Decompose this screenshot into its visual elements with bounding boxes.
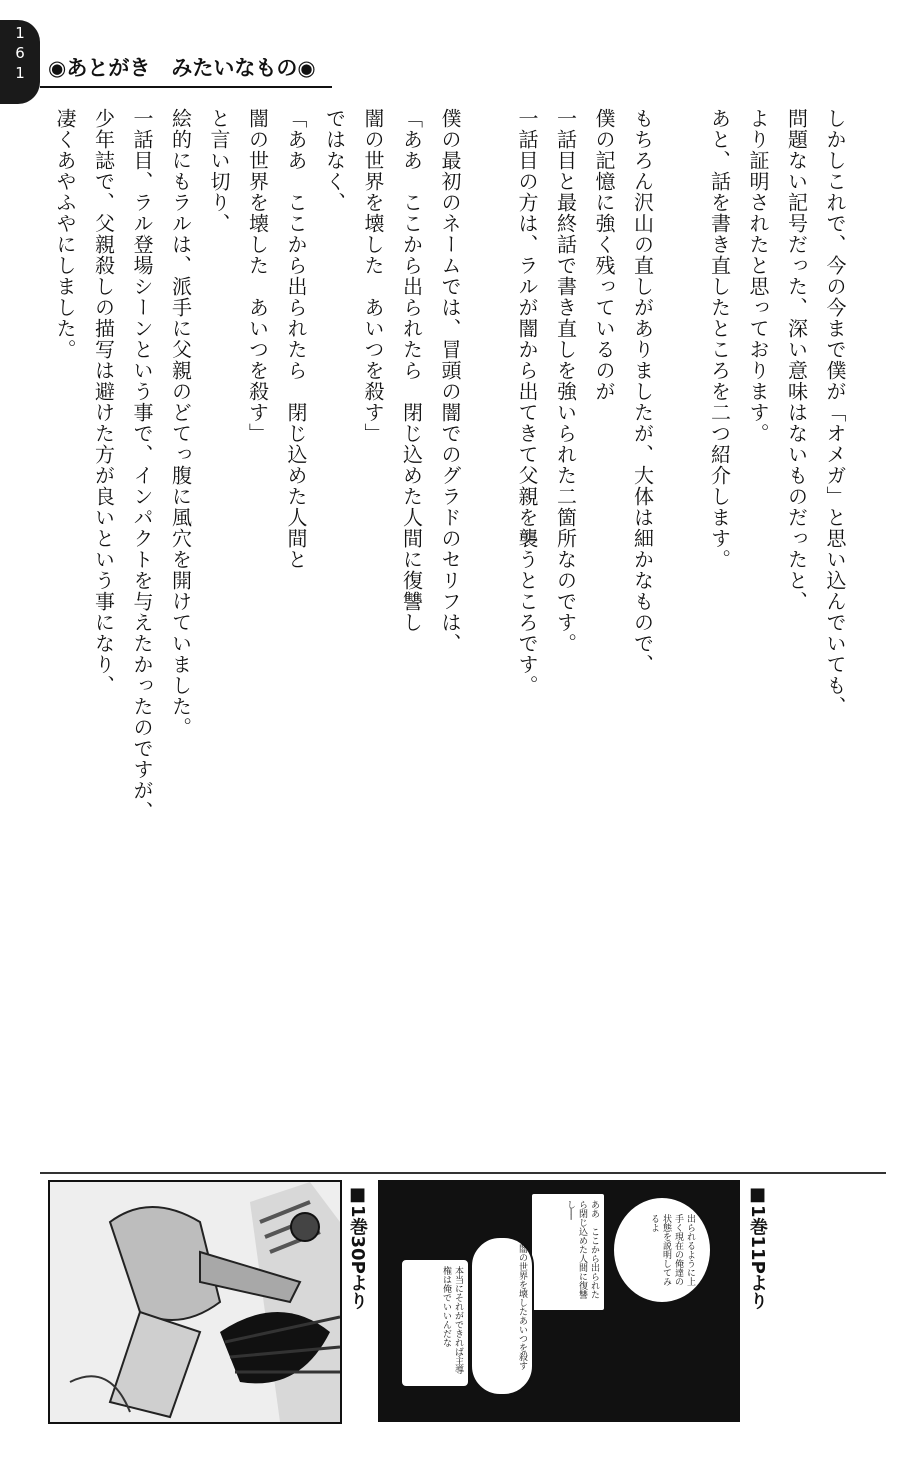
body-line: と言い切り、 — [207, 108, 231, 234]
body-line: 闇の世界を壊した あいつを殺す」 — [245, 108, 270, 444]
figure-caption-right: ■1巻11Pより — [747, 1184, 768, 1310]
body-line: 僕の最初のネームでは、冒頭の闇でのグラドのセリフは、 — [438, 108, 462, 654]
body-line: 一話目の方は、ラルが闇から出てきて父親を襲うところです。 — [515, 108, 539, 696]
page-number: 161 — [11, 24, 29, 84]
body-line: 僕の記憶に強く残っているのが — [592, 108, 616, 402]
speech-bubble: ああ ここから出られたら閉じ込めた人間に復讐し── — [530, 1192, 606, 1312]
body-line: より証明されたと思っております。 — [746, 108, 770, 444]
page-title: ◉あとがき みたいなもの◉ — [48, 56, 316, 80]
body-line: 闇の世界を壊した あいつを殺す」 — [361, 108, 385, 444]
title-underline — [40, 86, 332, 88]
body-line: もちろん沢山の直しがありましたが、大体は細かなもので、 — [630, 108, 655, 675]
body-line: 「ああ ここから出られたら 閉じ込めた人間と — [284, 108, 308, 570]
body-line: ではなく、 — [322, 108, 347, 213]
speech-bubble: 闇の世界を壊したあいつを殺す — [470, 1236, 534, 1396]
body-line: 一話目、ラル登場シーンという事で、インパクトを与えたかったのですが、 — [130, 108, 154, 822]
figure-divider — [40, 1172, 886, 1174]
body-line: 凄くあやふやにしました。 — [53, 108, 77, 360]
figure-caption-left: ■1巻30Pより — [347, 1184, 368, 1310]
body-line: しかしこれで、今の今まで僕が「オメガ」と思い込んでいても、 — [823, 108, 847, 717]
speech-bubble: 出られるように上手く現在の俺達の状態を説明してみるよ — [612, 1196, 712, 1304]
body-line: あと、話を書き直したところを二つ紹介します。 — [707, 108, 732, 570]
afterword-body-text — [39, 108, 854, 1108]
speech-bubble: 本当にそれができれば主導権は俺でいいんだな — [400, 1258, 470, 1388]
body-line: 問題ない記号だった、深い意味はないものだったと、 — [784, 108, 809, 612]
body-line: 少年誌で、父親殺しの描写は避けた方が良いという事になり、 — [91, 108, 116, 696]
body-line: 絵的にもラルは、派手に父親のどてっ腹に風穴を開けていました。 — [168, 108, 193, 738]
body-line: 「ああ ここから出られたら 閉じ込めた人間に復讐し — [399, 108, 424, 633]
manga-illustration — [50, 1182, 340, 1422]
body-line: 一話目と最終話で書き直しを強いられた二箇所なのです。 — [553, 108, 578, 654]
manga-panel-left — [48, 1180, 342, 1424]
manga-panel-right — [378, 1180, 740, 1422]
